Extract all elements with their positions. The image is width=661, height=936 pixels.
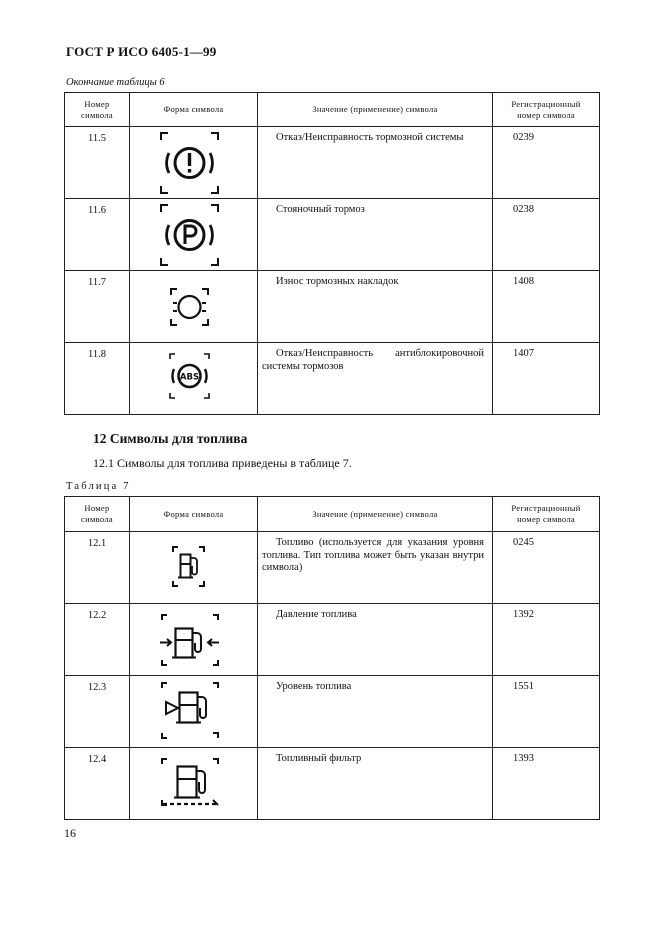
symbol-cell	[130, 604, 258, 676]
abs-failure-icon	[130, 343, 258, 415]
symbol-meaning: Износ тормозных накладок	[258, 271, 493, 343]
header-meaning: Значение (применение) символа	[258, 497, 493, 532]
table-row	[65, 199, 600, 271]
table-row	[65, 676, 600, 748]
table-header-row	[65, 497, 600, 532]
svg-text:ABS: ABS	[179, 372, 200, 383]
symbol-cell	[130, 676, 258, 748]
header-form: Форма символа	[130, 93, 258, 127]
table-continuation-caption: Окончание таблицы 6	[66, 77, 165, 88]
symbol-number: 12.3	[65, 676, 130, 748]
symbol-number: 11.6	[65, 199, 130, 271]
registration-number: 0238	[493, 199, 600, 271]
document-title: ГОСТ Р ИСО 6405-1—99	[66, 44, 217, 59]
symbol-meaning: Уровень топлива	[258, 676, 493, 748]
symbol-number: 12.2	[65, 604, 130, 676]
fuel-filter-icon	[130, 748, 258, 820]
symbol-cell	[130, 199, 258, 271]
registration-number: 1551	[493, 676, 600, 748]
header-reg: Регистрационный номер символа	[493, 497, 600, 532]
symbol-number: 12.1	[65, 532, 130, 604]
fuel-icon	[130, 532, 258, 604]
parking-brake-icon	[130, 199, 258, 271]
header-meaning: Значение (применение) символа	[258, 93, 493, 127]
table-header-row	[65, 93, 600, 127]
table-row	[65, 127, 600, 199]
symbol-cell	[130, 271, 258, 343]
symbol-meaning: Стояночный тормоз	[258, 199, 493, 271]
header-reg: Регистрационный номер символа	[493, 93, 600, 127]
table-row	[65, 748, 600, 820]
table-row	[65, 343, 600, 415]
table-row	[65, 271, 600, 343]
header-num: Номер символа	[65, 93, 130, 127]
table-label: Таблица 7	[66, 481, 131, 492]
symbol-meaning: Топливный фильтр	[258, 748, 493, 820]
symbol-cell	[130, 748, 258, 820]
symbol-number: 11.8	[65, 343, 130, 415]
registration-number: 1392	[493, 604, 600, 676]
symbol-meaning: Отказ/Неисправность антиблокировочной системы тормозов	[258, 343, 493, 415]
table-row	[65, 532, 600, 604]
section-paragraph: 12.1 Символы для топлива приведены в таблице 7.	[93, 456, 352, 470]
registration-number: 1408	[493, 271, 600, 343]
symbol-number: 11.7	[65, 271, 130, 343]
symbol-cell	[130, 127, 258, 199]
registration-number: 0239	[493, 127, 600, 199]
symbol-number: 12.4	[65, 748, 130, 820]
brake-failure-icon	[130, 127, 258, 199]
table-7	[64, 496, 600, 820]
table-6	[64, 92, 600, 415]
fuel-pressure-icon	[130, 604, 258, 676]
registration-number: 0245	[493, 532, 600, 604]
registration-number: 1407	[493, 343, 600, 415]
symbol-meaning: Давление топлива	[258, 604, 493, 676]
fuel-level-icon	[130, 676, 258, 748]
brake-lining-wear-icon	[130, 271, 258, 343]
table-row	[65, 604, 600, 676]
symbol-number: 11.5	[65, 127, 130, 199]
header-form: Форма символа	[130, 497, 258, 532]
header-num: Номер символа	[65, 497, 130, 532]
symbol-cell	[130, 343, 258, 415]
registration-number: 1393	[493, 748, 600, 820]
symbol-meaning: Топливо (используется для указания уровня топлива. Тип топлива может быть указан внутри символа)	[258, 532, 493, 604]
symbol-meaning: Отказ/Неисправность тормозной системы	[258, 127, 493, 199]
section-title: 12 Символы для топлива	[93, 431, 248, 446]
symbol-cell	[130, 532, 258, 604]
page-number: 16	[64, 826, 76, 840]
